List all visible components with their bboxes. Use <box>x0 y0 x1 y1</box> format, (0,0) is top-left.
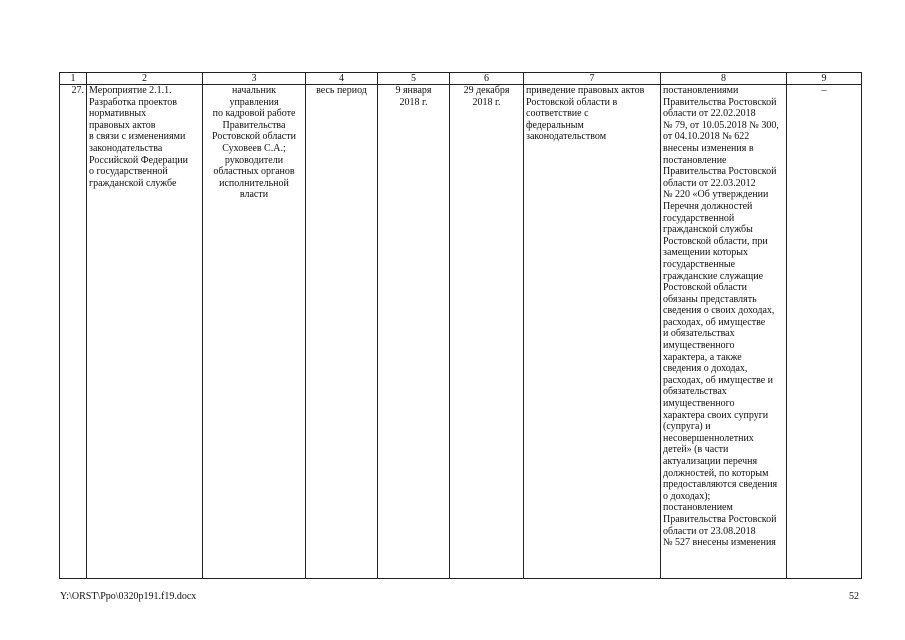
header-col-8: 8 <box>661 73 787 85</box>
responsible-cell: начальник управления по кадровой работе Правительства Ростовской области Суховеев С.А.; руководители областных органов исполнительной власти <box>203 85 306 579</box>
table-header-row <box>60 73 862 85</box>
header-col-1: 1 <box>60 73 87 85</box>
actual-result-cell: постановлениями Правительства Ростовской области от 22.02.2018 № 79, от 10.05.2018 № 300, от 04.10.2018 № 622 внесены изменения в постановление Правительства Ростовской области от 22.03.2012 № 220 «Об утверждении Перечня должностей государственной гражданской службы Ростовской области, при замещении которых государственные гражданские служащие Ростовской области обязаны представлять сведения о своих доходах, расходах, об имуществе и обязательствах имущественного характера, а также сведения о доходах, расходах, об имуществе и обязательствах имущественного характера своих супруги (супруга) и несовершеннолетних детей» (в части актуализации перечня должностей, по которым предоставляются сведения о доходах); постановлением Правительства Ростовской области от 23.08.2018 № 527 внесены изменения <box>661 85 787 579</box>
header-col-3: 3 <box>203 73 306 85</box>
header-col-2: 2 <box>87 73 203 85</box>
header-col-4: 4 <box>306 73 378 85</box>
period-cell: весь период <box>306 85 378 579</box>
file-path: Y:\ORST\Ppo\0320p191.f19.docx <box>60 591 197 602</box>
row-number: 27. <box>60 85 87 579</box>
event-cell: Мероприятие 2.1.1. Разработка проектов нормативных правовых актов в связи с изменениями законодательства Российской Федерации о государственной гражданской службе <box>87 85 203 579</box>
report-table <box>59 72 862 579</box>
end-date-cell: 29 декабря 2018 г. <box>450 85 524 579</box>
expected-result-cell: приведение правовых актов Ростовской области в соответствие с федеральным законодательством <box>524 85 661 579</box>
table-row <box>60 85 862 579</box>
header-col-6: 6 <box>450 73 524 85</box>
header-col-9: 9 <box>787 73 862 85</box>
header-col-7: 7 <box>524 73 661 85</box>
header-col-5: 5 <box>378 73 450 85</box>
note-cell: – <box>787 85 862 579</box>
page-number: 52 <box>849 591 859 602</box>
start-date-cell: 9 января 2018 г. <box>378 85 450 579</box>
